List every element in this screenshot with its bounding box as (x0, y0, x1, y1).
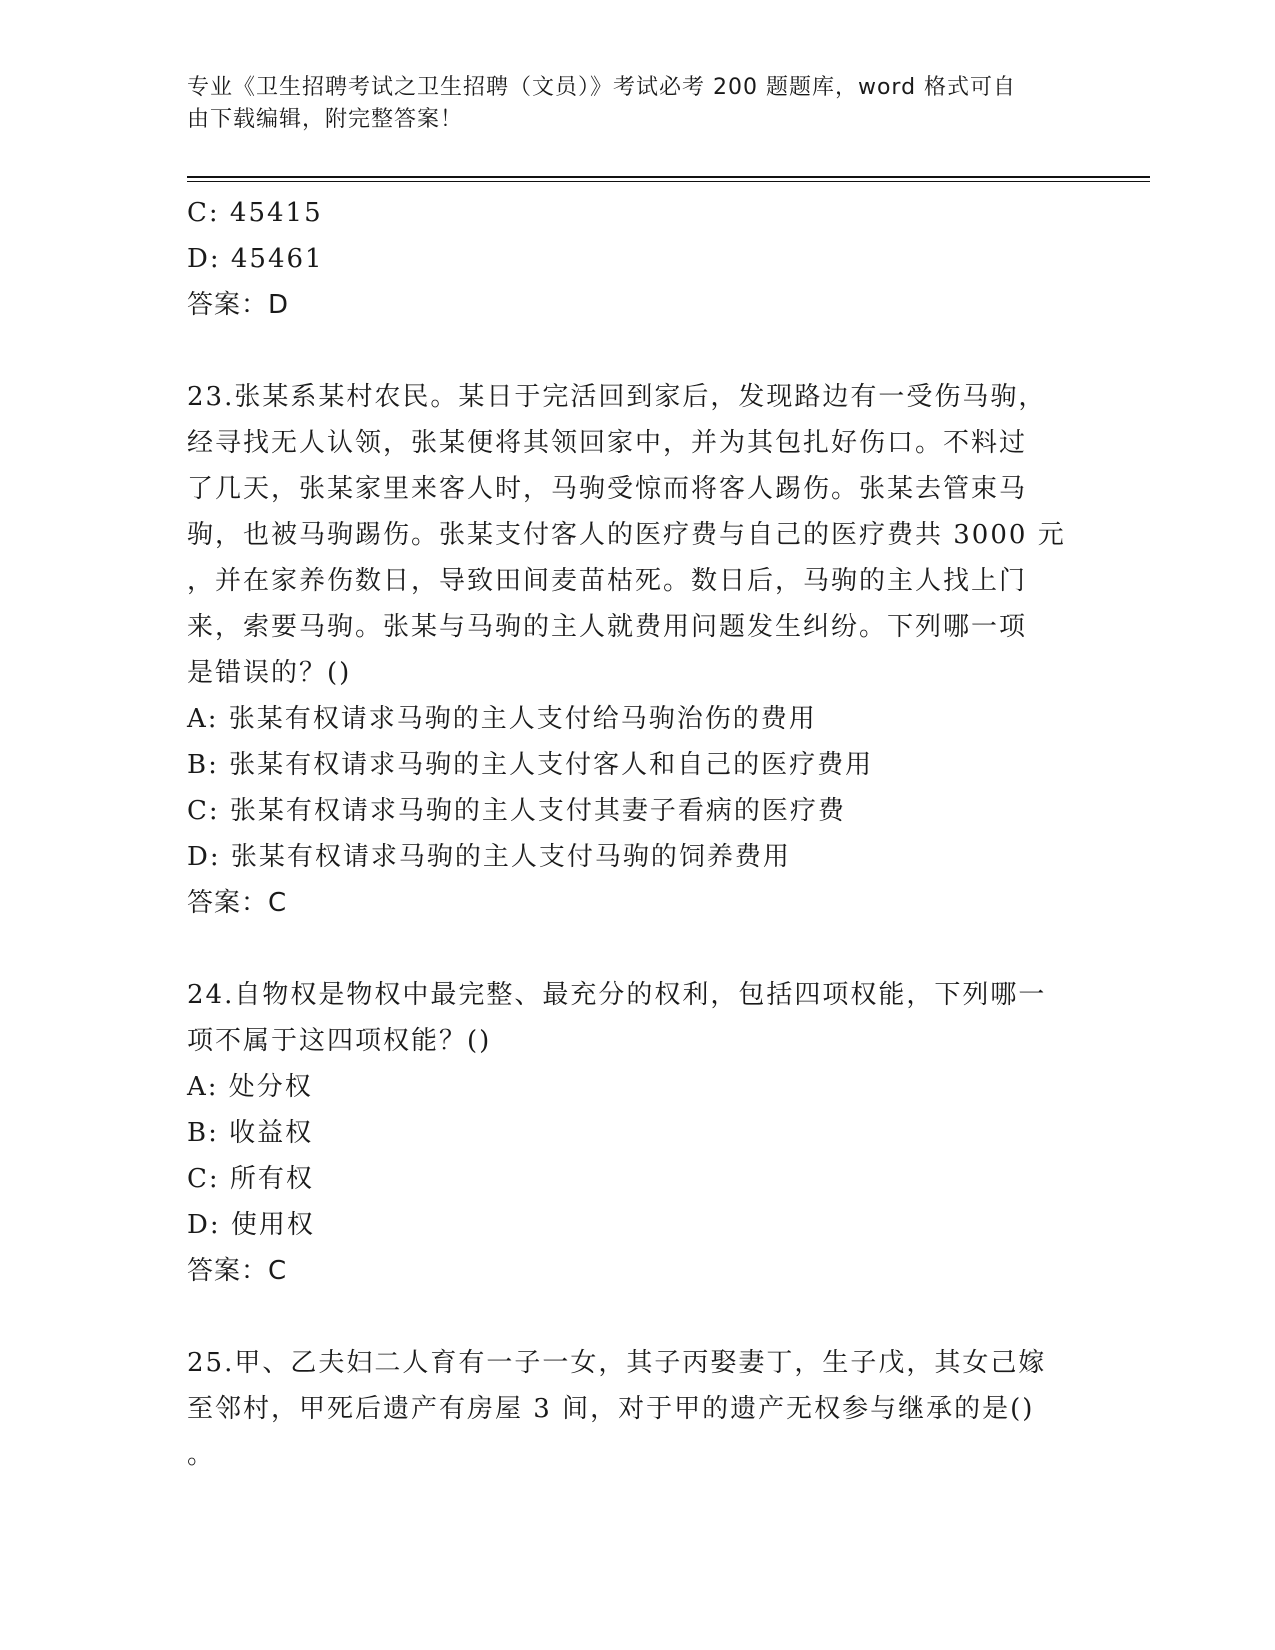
question-23-line-1: 23.张某系某村农民。某日于完活回到家后，发现路边有一受伤马驹， (187, 382, 1047, 412)
question-24-option-d: D: 使用权 (187, 1210, 315, 1240)
header-title-line-2: 由下载编辑，附完整答案！ (187, 107, 464, 132)
question-23-option-b: B: 张某有权请求马驹的主人支付客人和自己的医疗费用 (187, 750, 874, 780)
question-23-option-c: C: 张某有权请求马驹的主人支付其妻子看病的医疗费 (187, 796, 846, 826)
question-23-line-5: ，并在家养伤数日，导致田间麦苗枯死。数日后，马驹的主人找上门 (187, 566, 1028, 596)
spacer (187, 926, 1087, 972)
question-24-option-c: C: 所有权 (187, 1164, 314, 1194)
option-d: D: 45461 (187, 244, 324, 274)
question-24-block (187, 972, 1087, 1294)
header-divider-thick (187, 176, 1150, 178)
question-23-answer: 答案：C (187, 888, 288, 918)
question-23-line-3: 了几天，张某家里来客人时，马驹受惊而将客人踢伤。张某去管束马 (187, 474, 1028, 504)
question-23-option-d: D: 张某有权请求马驹的主人支付马驹的饲养费用 (187, 842, 791, 872)
question-24-option-a: A: 处分权 (187, 1072, 313, 1102)
question-25-block (187, 1340, 1087, 1478)
question-24-answer: 答案：C (187, 1256, 288, 1286)
question-23-block (187, 374, 1087, 926)
question-23-line-4: 驹，也被马驹踢伤。张某支付客人的医疗费与自己的医疗费共 3000 元 (187, 520, 1066, 550)
question-25-line-2: 至邻村，甲死后遗产有房屋 3 间，对于甲的遗产无权参与继承的是() (187, 1394, 1035, 1424)
answer-line: 答案：D (187, 290, 290, 320)
spacer (187, 1294, 1087, 1340)
option-c: C: 45415 (187, 198, 323, 228)
question-24-line-2: 项不属于这四项权能？() (187, 1026, 492, 1056)
question-23-option-a: A: 张某有权请求马驹的主人支付给马驹治伤的费用 (187, 704, 817, 734)
question-23-line-2: 经寻找无人认领，张某便将其领回家中，并为其包扎好伤口。不料过 (187, 428, 1028, 458)
document-body (187, 190, 1087, 1478)
question-25-line-1: 25.甲、乙夫妇二人育有一子一女，其子丙娶妻丁，生子戊，其女己嫁 (187, 1348, 1047, 1378)
question-24-option-b: B: 收益权 (187, 1118, 314, 1148)
question-23-line-7: 是错误的？() (187, 658, 352, 688)
spacer (187, 328, 1087, 374)
question-23-line-6: 来，索要马驹。张某与马驹的主人就费用问题发生纠纷。下列哪一项 (187, 612, 1028, 642)
question-25-line-3: 。 (187, 1440, 216, 1470)
question-24-line-1: 24.自物权是物权中最完整、最充分的权利，包括四项权能，下列哪一 (187, 980, 1047, 1010)
prev-question-block (187, 190, 1087, 328)
document-header (187, 72, 1087, 136)
header-divider-thin (187, 181, 1150, 182)
header-title-line-1: 专业《卫生招聘考试之卫生招聘（文员）》考试必考 200 题题库，word 格式可自 (187, 75, 1017, 100)
